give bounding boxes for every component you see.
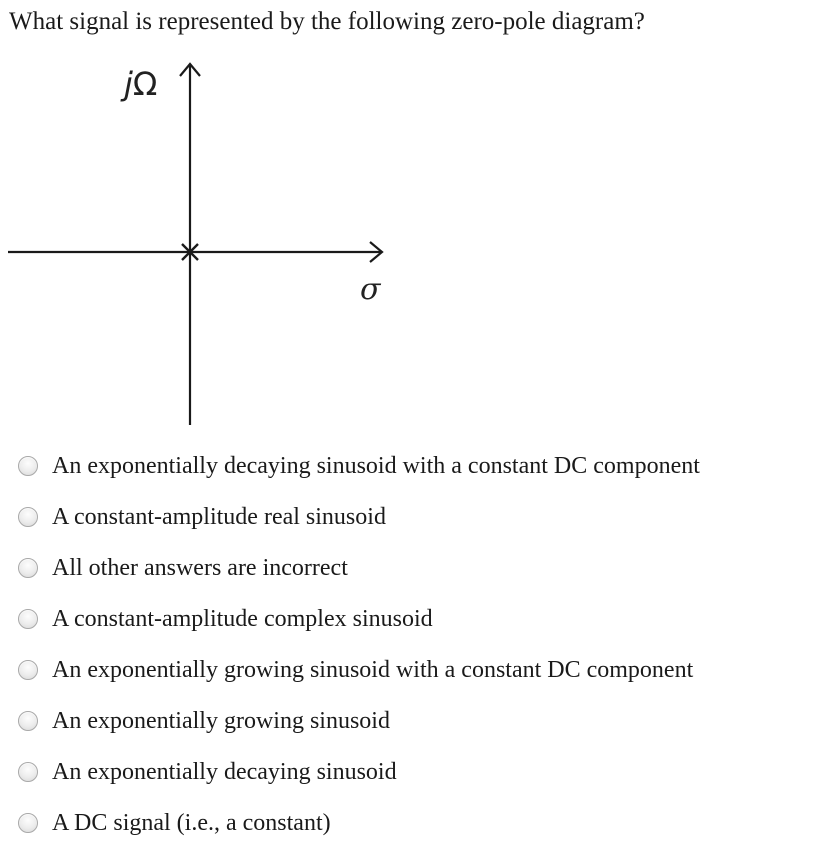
answer-option-6[interactable] — [0, 695, 821, 746]
radio-button[interactable] — [18, 558, 38, 578]
answer-option-1[interactable] — [0, 440, 821, 491]
radio-button[interactable] — [18, 456, 38, 476]
answer-option-3[interactable] — [0, 542, 821, 593]
zero-pole-diagram — [0, 50, 430, 440]
answer-label: A constant-amplitude complex sinusoid — [52, 605, 433, 632]
radio-button[interactable] — [18, 609, 38, 629]
radio-button[interactable] — [18, 507, 38, 527]
radio-button[interactable] — [18, 813, 38, 833]
radio-button[interactable] — [18, 660, 38, 680]
answer-option-7[interactable] — [0, 746, 821, 797]
answer-label: An exponentially growing sinusoid — [52, 707, 390, 734]
answer-label: An exponentially decaying sinusoid with a constant DC component — [52, 452, 700, 479]
answer-option-8[interactable] — [0, 797, 821, 848]
question-text: What signal is represented by the following zero-pole diagram? — [9, 8, 645, 35]
zero-pole-plot — [0, 50, 430, 440]
answer-label: An exponentially decaying sinusoid — [52, 758, 397, 785]
vertical-axis-label: jΩ — [124, 65, 158, 103]
answer-label: A DC signal (i.e., a constant) — [52, 809, 331, 836]
answer-option-4[interactable] — [0, 593, 821, 644]
horizontal-axis-label: σ — [360, 272, 381, 307]
answer-label: A constant-amplitude real sinusoid — [52, 503, 386, 530]
answer-option-5[interactable] — [0, 644, 821, 695]
answer-label: All other answers are incorrect — [52, 554, 348, 581]
radio-button[interactable] — [18, 711, 38, 731]
answer-option-2[interactable] — [0, 491, 821, 542]
answer-label: An exponentially growing sinusoid with a constant DC component — [52, 656, 694, 683]
radio-button[interactable] — [18, 762, 38, 782]
